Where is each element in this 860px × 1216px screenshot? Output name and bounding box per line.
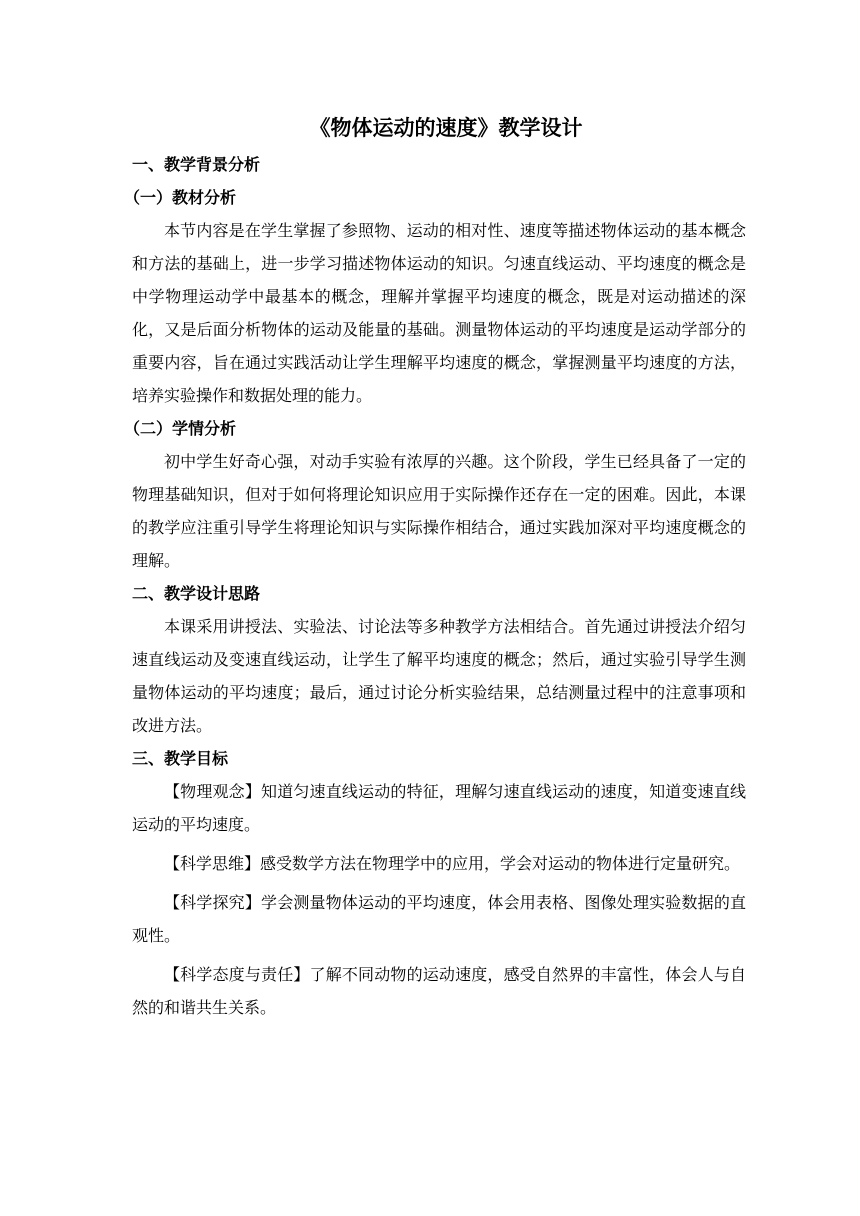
subsection-heading-textbook: （一）教材分析 (124, 188, 237, 207)
objective-attitude-responsibility: 【科学态度与责任】了解不同动物的运动速度，感受自然界的丰富性，体会人与自然的和谐共生关系。 (132, 965, 746, 1017)
objective-scientific-inquiry: 【科学探究】学会测量物体运动的平均速度，体会用表格、图像处理实验数据的直观性。 (132, 893, 746, 945)
section-heading-objectives: 三、教学目标 (132, 749, 229, 768)
objective-physics-concept: 【物理观念】知道匀速直线运动的特征，理解匀速直线运动的速度，知道变速直线运动的平均速度。 (132, 782, 746, 834)
paragraph-design-ideas: 本课采用讲授法、实验法、讨论法等多种教学方法相结合。首先通过讲授法介绍匀速直线运动及变速直线运动，让学生了解平均速度的概念；然后，通过实验引导学生测量物体运动的平均速度；最后，通过讨论分析实验结果，总结测量过程中的注意事项和改进方法。 (132, 617, 746, 735)
paragraph-student-analysis: 初中学生好奇心强，对动手实验有浓厚的兴趣。这个阶段，学生已经具备了一定的物理基础知识，但对于如何将理论知识应用于实际操作还存在一定的困难。因此，本课的教学应注重引导学生将理论知识与实际操作相结合，通过实践加深对平均速度概念的理解。 (132, 452, 746, 570)
subsection-heading-students: （二）学情分析 (124, 419, 237, 438)
paragraph-textbook-analysis: 本节内容是在学生掌握了参照物、运动的相对性、速度等描述物体运动的基本概念和方法的基础上，进一步学习描述物体运动的知识。匀速直线运动、平均速度的概念是中学物理运动学中最基本的概念，理解并掌握平均速度的概念，既是对运动描述的深化，又是后面分析物体的运动及能量的基础。测量物体运动的平均速度是运动学部分的重要内容，旨在通过实践活动让学生理解平均速度的概念，掌握测量平均速度的方法，培养实验操作和数据处理的能力。 (132, 221, 746, 405)
objective-scientific-thinking: 【科学思维】感受数学方法在物理学中的应用，学会对运动的物体进行定量研究。 (164, 854, 741, 873)
document-title: 《物体运动的速度》教学设计 (309, 115, 583, 140)
document-page (124, 108, 746, 1024)
section-heading-background: 一、教学背景分析 (132, 155, 261, 174)
section-heading-design-ideas: 二、教学设计思路 (132, 584, 261, 603)
